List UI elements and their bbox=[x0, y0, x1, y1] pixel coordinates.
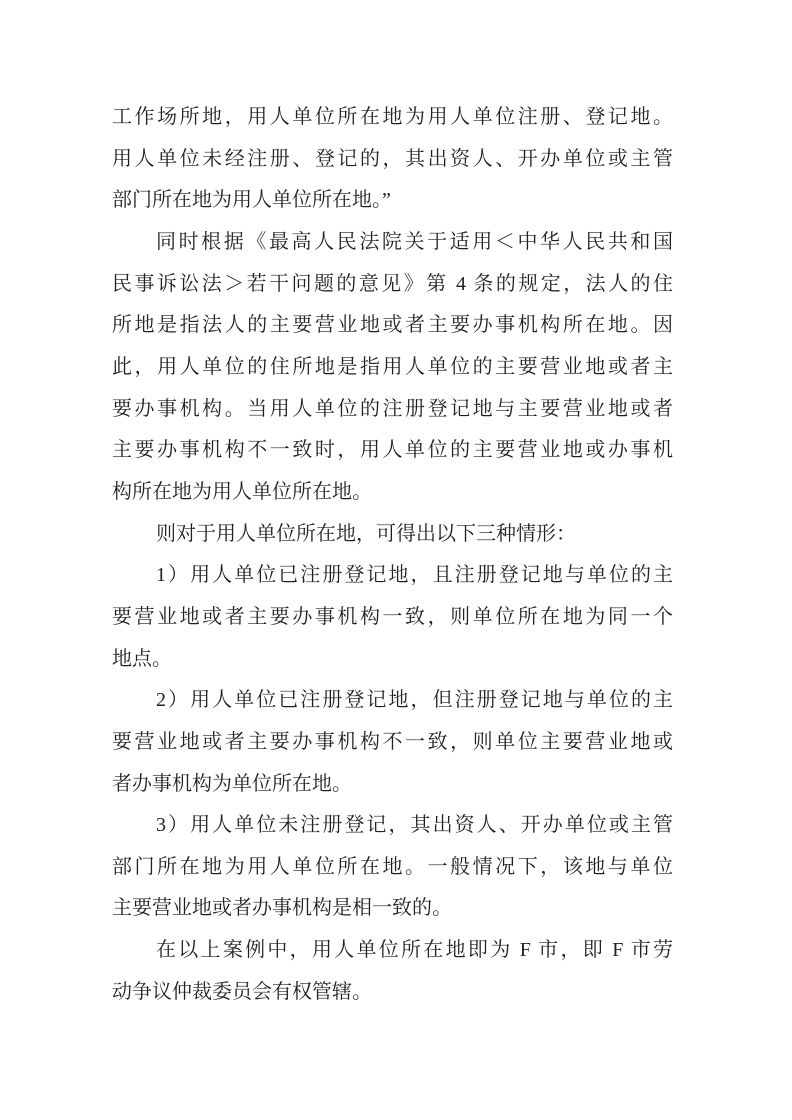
text-line: 用人单位未经注册、登记的，其出资人、开办单位或主管 bbox=[112, 147, 673, 170]
document-body bbox=[112, 97, 673, 1013]
text-line: 3）用人单位未注册登记，其出资人、开办单位或主管 bbox=[156, 814, 673, 837]
text-line: 部门所在地为用人单位所在地。” bbox=[112, 189, 391, 212]
text-line: 动争议仲裁委员会有权管辖。 bbox=[112, 980, 372, 1003]
text-line: 地点。 bbox=[112, 647, 172, 670]
text-line: 要营业地或者主要办事机构不一致，则单位主要营业地或 bbox=[112, 730, 673, 753]
text-line: 工作场所地，用人单位所在地为用人单位注册、登记地。 bbox=[112, 106, 673, 128]
text-line: 此，用人单位的住所地是指用人单位的主要营业地或者主 bbox=[112, 355, 673, 378]
text-line: 在以上案例中，用人单位所在地即为 F 市，即 F 市劳 bbox=[156, 939, 673, 962]
text-line: 者办事机构为单位所在地。 bbox=[112, 772, 352, 795]
text-line: 1）用人单位已注册登记地，且注册登记地与单位的主 bbox=[156, 564, 673, 587]
text-line: 部门所在地为用人单位所在地。一般情况下，该地与单位 bbox=[112, 855, 673, 878]
text-line: 构所在地为用人单位所在地。 bbox=[112, 480, 372, 503]
text-line: 2）用人单位已注册登记地，但注册登记地与单位的主 bbox=[156, 689, 673, 712]
text-line: 要营业地或者主要办事机构一致，则单位所在地为同一个 bbox=[112, 605, 673, 628]
text-line: 主要办事机构不一致时，用人单位的主要营业地或办事机 bbox=[112, 439, 673, 462]
text-line: 主要营业地或者办事机构是相一致的。 bbox=[112, 897, 452, 920]
text-line: 则对于用人单位所在地，可得出以下三种情形： bbox=[156, 522, 576, 545]
text-line: 同时根据《最高人民法院关于适用＜中华人民共和国 bbox=[156, 230, 673, 253]
text-line: 所地是指法人的主要营业地或者主要办事机构所在地。因 bbox=[112, 314, 673, 337]
text-line: 要办事机构。当用人单位的注册登记地与主要营业地或者 bbox=[112, 397, 673, 420]
text-line: 民事诉讼法＞若干问题的意见》第 4 条的规定，法人的住 bbox=[112, 272, 673, 295]
